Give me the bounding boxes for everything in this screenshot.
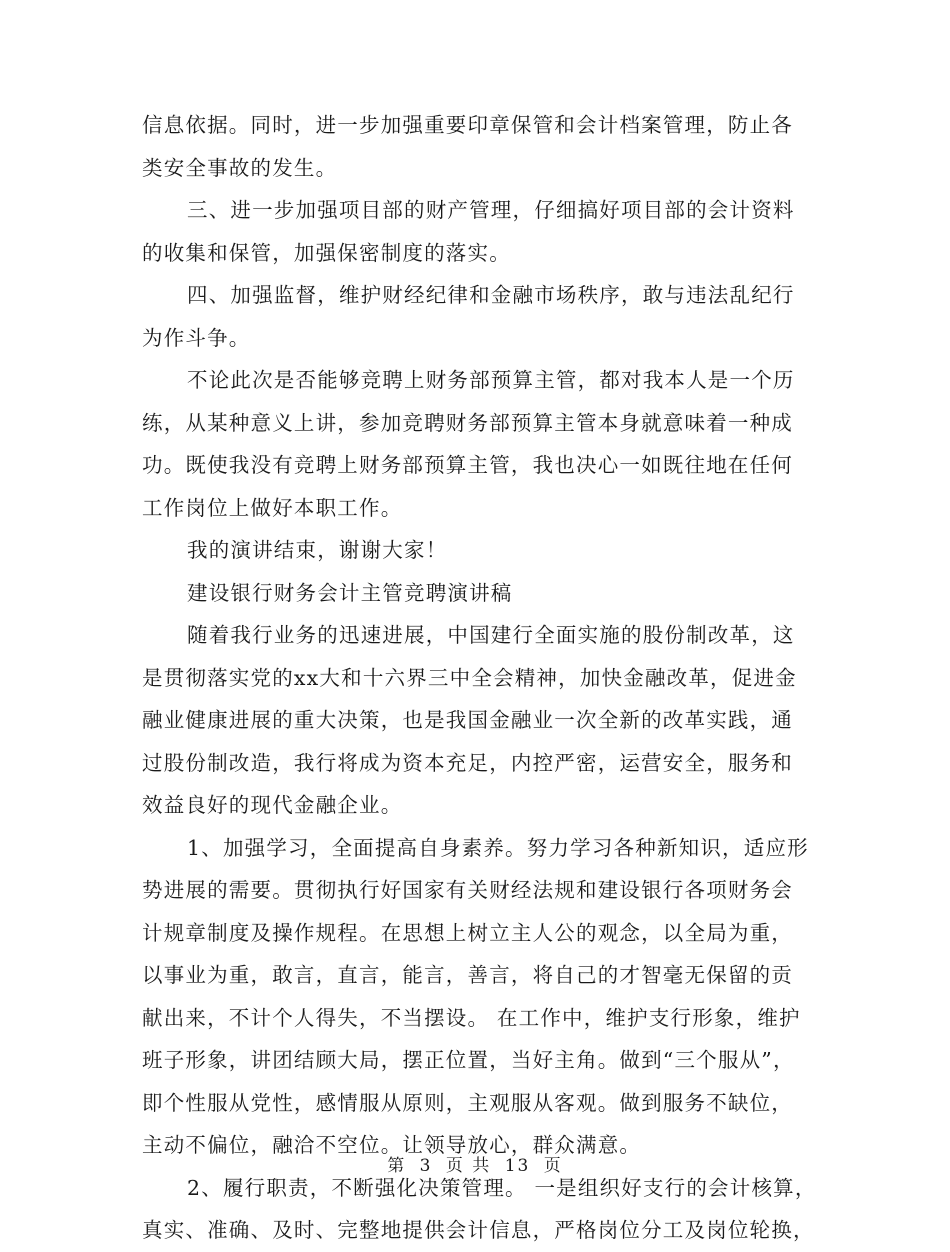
text-line: 班子形象，讲团结顾大局，摆正位置，当好主角。做到“三个服从”， (142, 1048, 795, 1072)
text-line: 过股份制改造，我行将成为资本充足，内控严密，运营安全，服务和 (142, 750, 793, 775)
text-line: 我的演讲结束，谢谢大家！ (187, 538, 448, 562)
footer-suffix: 页 (543, 1156, 563, 1176)
text-line: 不论此次是否能够竞聘上财务部预算主管，都对我本人是一个历 (187, 368, 795, 392)
text-line: 势进展的需要。贯彻执行好国家有关财经法规和建设银行各项财务会 (142, 878, 793, 902)
text-line: 类安全事故的发生。 (142, 155, 338, 180)
text-line: 为作斗争。 (142, 325, 251, 350)
current-page-number: 3 (419, 1156, 433, 1176)
footer-middle: 页 共 (445, 1156, 492, 1176)
text-line: 主动不偏位，融洽不空位。让领导放心，群众满意。 (142, 1133, 642, 1157)
text-line: 四、加强监督，维护财经纪律和金融市场秩序，敢与违法乱纪行 (187, 283, 795, 307)
text-line: 练，从某种意义上讲，参加竞聘财务部预算主管本身就意味着一种成 (142, 410, 793, 435)
text-line: 是贯彻落实党的xx大和十六界三中全会精神，加快金融改革，促进金 (142, 665, 797, 690)
total-page-count: 13 (504, 1156, 531, 1176)
text-line: 功。既使我没有竞聘上财务部预算主管，我也决心一如既往地在任何 (142, 453, 793, 477)
text-line: 计规章制度及操作规程。在思想上树立主人公的观念，以全局为重， (142, 920, 793, 945)
text-line: 真实、准确、及时、完整地提供会计信息，严格岗位分工及岗位轮换， (142, 1218, 815, 1242)
text-line: 随着我行业务的迅速进展，中国建行全面实施的股份制改革，这 (187, 623, 795, 647)
text-line: 三、进一步加强项目部的财产管理，仔细搞好项目部的会计资料 (187, 198, 795, 222)
text-line: 2、履行职责，不断强化决策管理。 一是组织好支行的会计核算， (187, 1175, 817, 1200)
text-line: 建设银行财务会计主管竞聘演讲稿 (187, 580, 513, 605)
text-line: 工作岗位上做好本职工作。 (142, 495, 403, 520)
document-body (142, 104, 817, 1252)
page-footer (0, 1151, 950, 1176)
text-line: 即个性服从党性，感情服从原则，主观服从客观。做到服务不缺位， (142, 1090, 793, 1115)
footer-prefix: 第 (387, 1156, 407, 1176)
text-line: 1、加强学习，全面提高自身素养。努力学习各种新知识，适应形 (187, 835, 809, 860)
text-line: 以事业为重，敢言，直言，能言，善言，将自己的才智毫无保留的贡 (142, 963, 793, 987)
text-line: 融业健康进展的重大决策，也是我国金融业一次全新的改革实践，通 (142, 708, 793, 732)
text-line: 效益良好的现代金融企业。 (142, 793, 403, 817)
text-line: 的收集和保管，加强保密制度的落实。 (142, 240, 511, 265)
text-line: 献出来，不计个人得失，不当摆设。 在工作中，维护支行形象，维护 (142, 1005, 801, 1030)
text-line: 信息依据。同时，进一步加强重要印章保管和会计档案管理，防止各 (142, 113, 793, 137)
